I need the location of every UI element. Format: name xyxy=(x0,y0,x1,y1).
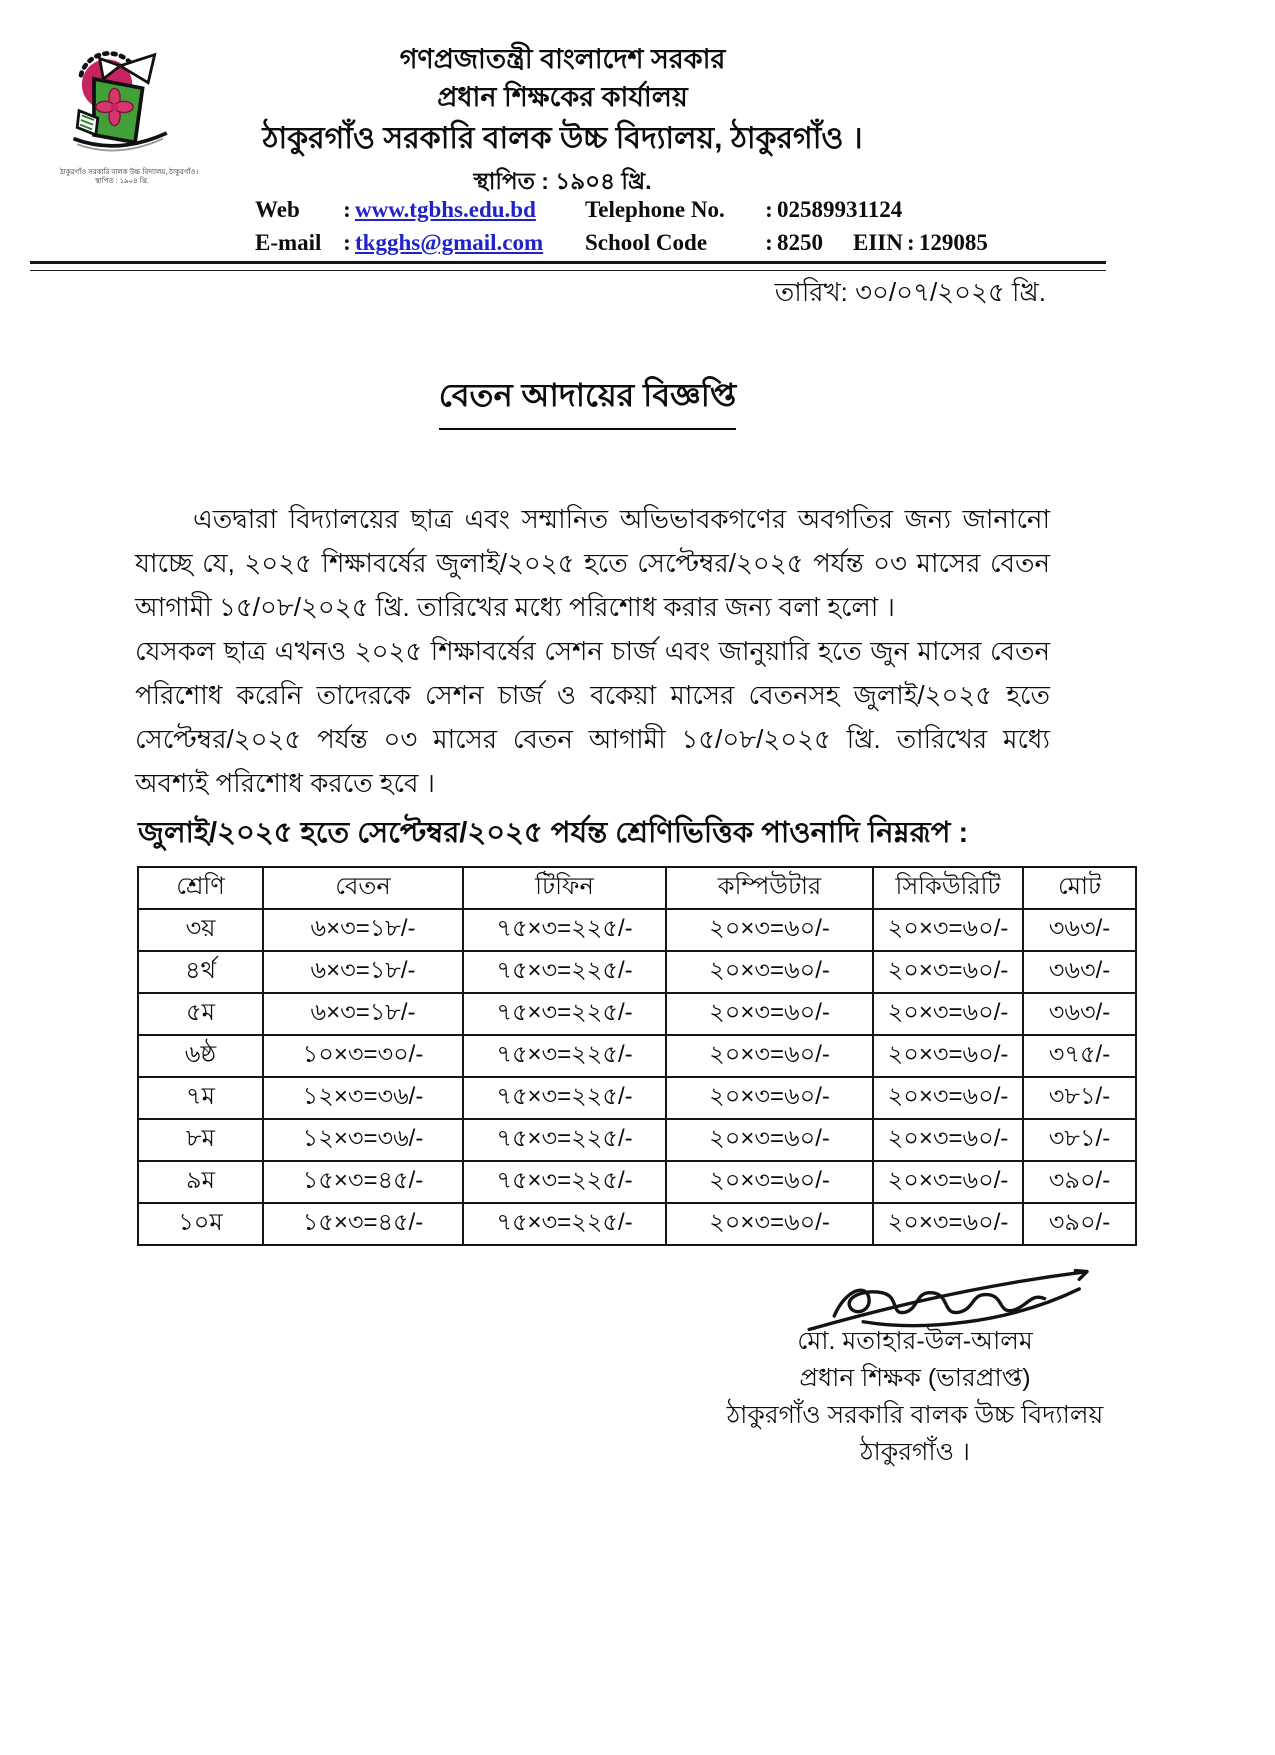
fee-value-cell: ২০×৩=৬০/- xyxy=(873,1077,1023,1119)
issue-date: তারিখ: ৩০/০৭/২০২৫ খ্রি. xyxy=(774,277,1046,307)
fee-value-cell: ৬×৩=১৮/- xyxy=(263,951,463,993)
fee-value-cell: ২০×৩=৬০/- xyxy=(666,993,873,1035)
fee-value-cell: ২০×৩=৬০/- xyxy=(873,909,1023,951)
column-header-tiffin: টিফিন xyxy=(463,867,666,909)
eiin-label: EIIN xyxy=(853,230,903,255)
fee-value-cell: ২০×৩=৬০/- xyxy=(873,951,1023,993)
eiin-colon: : xyxy=(907,230,915,255)
fee-value-cell: ২০×৩=৬০/- xyxy=(666,1119,873,1161)
fee-value-cell: ৩৮১/- xyxy=(1023,1077,1136,1119)
fee-value-cell: ১৫×৩=৪৫/- xyxy=(263,1203,463,1245)
fee-value-cell: ৭৫×৩=২২৫/- xyxy=(463,1161,666,1203)
logo-caption: ঠাকুরগাঁও সরকারি বালক উচ্চ বিদ্যালয়, ঠাকুরগাঁও। স্থাপিত : ১৯০৪ খ্রি. xyxy=(60,169,199,185)
table-row xyxy=(138,993,1136,1035)
fee-value-cell: ১২×৩=৩৬/- xyxy=(263,1077,463,1119)
letterhead xyxy=(0,42,1125,196)
contact-row-email-code xyxy=(255,230,1055,256)
table-row xyxy=(138,1119,1136,1161)
fee-value-cell: ৭৫×৩=২২৫/- xyxy=(463,993,666,1035)
phone-value: 02589931124 xyxy=(777,197,903,222)
class-name-cell: ৪র্থ xyxy=(138,951,263,993)
email-label: E-mail xyxy=(255,230,322,255)
fee-value-cell: ৩৬৩/- xyxy=(1023,993,1136,1035)
contact-block xyxy=(255,197,1055,263)
class-name-cell: ১০ম xyxy=(138,1203,263,1245)
email-colon: : xyxy=(343,230,351,255)
table-row xyxy=(138,909,1136,951)
fee-value-cell: ২০×৩=৬০/- xyxy=(666,909,873,951)
fee-value-cell: ২০×৩=৬০/- xyxy=(666,1161,873,1203)
contact-row-web-phone xyxy=(255,197,1055,223)
fee-value-cell: ৭৫×৩=২২৫/- xyxy=(463,1203,666,1245)
phone-label: Telephone No. xyxy=(585,197,725,222)
fee-value-cell: ২০×৩=৬০/- xyxy=(666,1077,873,1119)
column-header-computer: কম্পিউটার xyxy=(666,867,873,909)
school-name-line: ঠাকুরগাঁও সরকারি বালক উচ্চ বিদ্যালয়, ঠাকুরগাঁও । xyxy=(262,122,863,155)
fee-value-cell: ৭৫×৩=২২৫/- xyxy=(463,1077,666,1119)
established-line: স্থাপিত : ১৯০৪ খ্রি. xyxy=(473,168,652,194)
fee-value-cell: ১৫×৩=৪৫/- xyxy=(263,1161,463,1203)
fee-value-cell: ২০×৩=৬০/- xyxy=(873,1119,1023,1161)
fee-table-body xyxy=(138,909,1136,1245)
school-code-colon: : xyxy=(765,230,773,255)
school-code-label: School Code xyxy=(585,230,708,255)
column-header-class: শ্রেণি xyxy=(138,867,263,909)
table-row xyxy=(138,1077,1136,1119)
column-header-total: মোট xyxy=(1023,867,1136,909)
notice-title: বেতন আদায়ের বিজ্ঞপ্তি xyxy=(439,370,736,430)
column-header-tuition: বেতন xyxy=(263,867,463,909)
fee-value-cell: ৬×৩=১৮/- xyxy=(263,909,463,951)
header-divider xyxy=(30,261,1106,271)
class-name-cell: ৫ম xyxy=(138,993,263,1035)
class-name-cell: ৬ষ্ঠ xyxy=(138,1035,263,1077)
class-name-cell: ৭ম xyxy=(138,1077,263,1119)
paragraph-1: এতদ্বারা বিদ্যালয়ের ছাত্র এবং সম্মানিত অভিভাবকগণের অবগতির জন্য জানানো যাচ্ছে যে, ২০২৫ শিক্ষাবর্ষের জুলাই/২০২৫ হতে সেপ্টেম্বর/২০২৫ পর্যন্ত ০৩ মাসের বেতন আগামী ১৫/০৮/২০২৫ খ্রি. তারিখের মধ্যে পরিশোধ করার জন্য বলা হলো । xyxy=(135,504,1050,622)
email-link[interactable]: tkgghs@gmail.com xyxy=(355,230,544,255)
signature-block xyxy=(726,1323,1104,1471)
fee-table-header-row xyxy=(138,867,1136,909)
signatory-place: ঠাকুরগাঁও । xyxy=(860,1438,970,1466)
fee-value-cell: ২০×৩=৬০/- xyxy=(873,1161,1023,1203)
fee-value-cell: ২০×৩=৬০/- xyxy=(873,993,1023,1035)
signatory-institution: ঠাকুরগাঁও সরকারি বালক উচ্চ বিদ্যালয় xyxy=(726,1401,1104,1429)
fee-table xyxy=(137,866,1137,1246)
class-name-cell: ৮ম xyxy=(138,1119,263,1161)
fee-value-cell: ৭৫×৩=২২৫/- xyxy=(463,909,666,951)
fee-value-cell: ৩৭৫/- xyxy=(1023,1035,1136,1077)
table-row xyxy=(138,1161,1136,1203)
fee-value-cell: ১২×৩=৩৬/- xyxy=(263,1119,463,1161)
govt-line: গণপ্রজাতন্ত্রী বাংলাদেশ সরকার xyxy=(399,44,726,74)
eiin-value: 129085 xyxy=(918,230,988,255)
notice-title-wrap xyxy=(0,370,1175,430)
school-code-value: 8250 xyxy=(777,230,823,255)
column-header-security: সিকিউরিটি xyxy=(873,867,1023,909)
fee-value-cell: ৭৫×৩=২২৫/- xyxy=(463,1119,666,1161)
web-label: Web xyxy=(255,197,300,222)
fee-value-cell: ২০×৩=৬০/- xyxy=(873,1035,1023,1077)
fee-value-cell: ১০×৩=৩০/- xyxy=(263,1035,463,1077)
table-row xyxy=(138,1035,1136,1077)
website-link[interactable]: www.tgbhs.edu.bd xyxy=(355,197,536,222)
class-name-cell: ৯ম xyxy=(138,1161,263,1203)
fee-value-cell: ৩৮১/- xyxy=(1023,1119,1136,1161)
signatory-designation: প্রধান শিক্ষক (ভারপ্রাপ্ত) xyxy=(799,1364,1031,1392)
fee-value-cell: ২০×৩=৬০/- xyxy=(873,1203,1023,1245)
web-colon: : xyxy=(343,197,351,222)
fee-value-cell: ৩৬৩/- xyxy=(1023,951,1136,993)
table-row xyxy=(138,1203,1136,1245)
fee-value-cell: ২০×৩=৬০/- xyxy=(666,951,873,993)
fee-table-caption: জুলাই/২০২৫ হতে সেপ্টেম্বর/২০২৫ পর্যন্ত শ্রেণিভিত্তিক পাওনাদি নিম্নরূপ : xyxy=(138,817,969,849)
fee-value-cell: ৩৬৩/- xyxy=(1023,909,1136,951)
signatory-name: মো. মতাহার-উল-আলম xyxy=(797,1327,1033,1355)
paragraph-2: যেসকল ছাত্র এখনও ২০২৫ শিক্ষাবর্ষের সেশন চার্জ এবং জানুয়ারি হতে জুন মাসের বেতন পরিশোধ করেনি তাদেরকে সেশন চার্জ ও বকেয়া মাসের বেতনসহ জুলাই/২০২৫ হতে সেপ্টেম্বর/২০২৫ পর্যন্ত ০৩ মাসের বেতন আগামী ১৫/০৮/২০২৫ খ্রি. তারিখের মধ্যে অবশ্যই পরিশোধ করতে হবে । xyxy=(135,636,1050,798)
fee-value-cell: ২০×৩=৬০/- xyxy=(666,1203,873,1245)
notice-body xyxy=(135,497,1050,805)
fee-value-cell: ৩৯০/- xyxy=(1023,1203,1136,1245)
fee-value-cell: ৭৫×৩=২২৫/- xyxy=(463,951,666,993)
fee-value-cell: ২০×৩=৬০/- xyxy=(666,1035,873,1077)
class-name-cell: ৩য় xyxy=(138,909,263,951)
fee-value-cell: ৬×৩=১৮/- xyxy=(263,993,463,1035)
office-line: প্রধান শিক্ষকের কার্যালয় xyxy=(437,82,688,112)
phone-colon: : xyxy=(765,197,773,222)
fee-value-cell: ৩৯০/- xyxy=(1023,1161,1136,1203)
fee-value-cell: ৭৫×৩=২২৫/- xyxy=(463,1035,666,1077)
table-row xyxy=(138,951,1136,993)
